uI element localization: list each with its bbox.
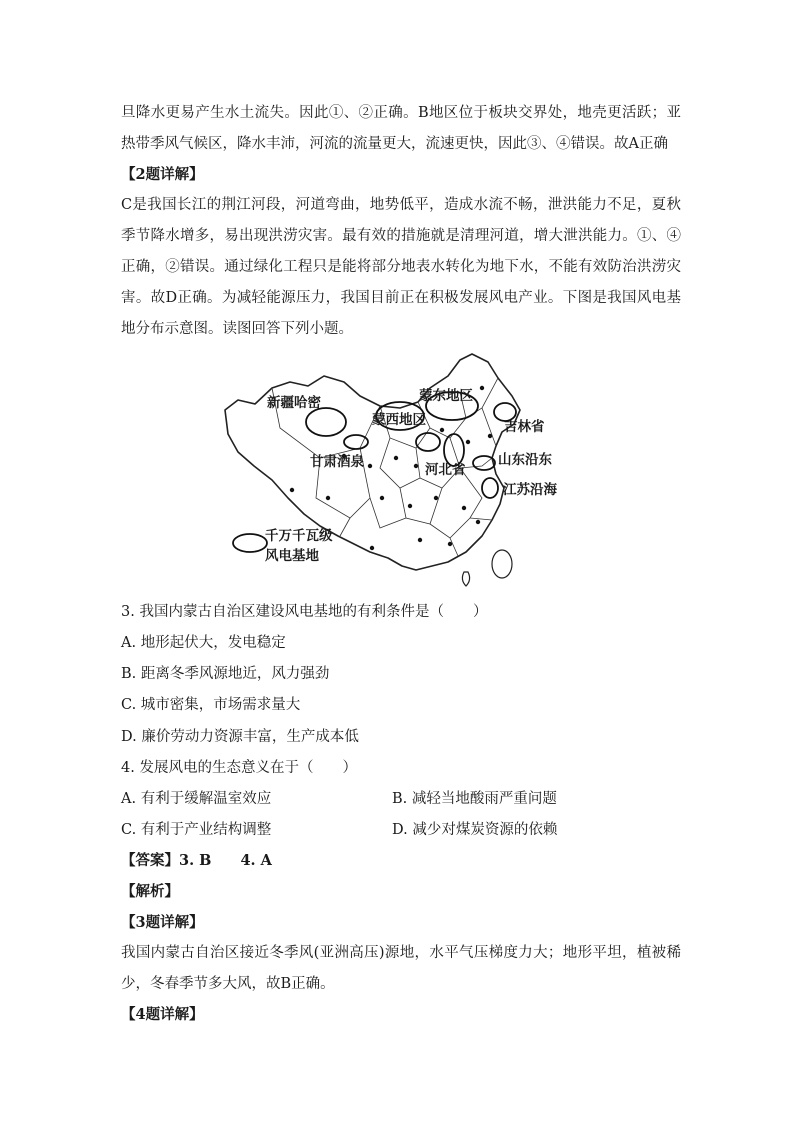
q3-stem: 3. 我国内蒙古自治区建设风电基地的有利条件是（ ）	[121, 604, 488, 620]
label-mengxi: 蒙西地区	[372, 412, 426, 428]
q4-stem: 4. 发展风电的生态意义在于（ ）	[121, 760, 357, 776]
label-xinjiang-hami: 新疆哈密	[267, 395, 321, 411]
label-mengdong: 蒙东地区	[419, 388, 473, 404]
answer-line: 【答案】3. B 4. A	[121, 852, 272, 869]
intro-paragraph: 旦降水更易产生水土流失。因此①、②正确。B地区位于板块交界处，地壳更活跃；亚热带季风气候区，降水丰沛，河流的流量更大，流速更快，因此③、④错误。故A正确	[121, 105, 681, 152]
label-shandong: 山东沿东	[498, 452, 552, 468]
wind-power-base-map	[220, 348, 580, 592]
legend-label-line2: 风电基地	[265, 548, 319, 564]
q4-option-d: D. 减少对煤炭资源的依赖	[392, 822, 558, 838]
label-jiangsu: 江苏沿海	[503, 482, 557, 498]
q4-option-c: C. 有利于产业结构调整	[121, 822, 272, 838]
q3-option-a: A. 地形起伏大，发电稳定	[121, 635, 286, 651]
q4-option-a: A. 有利于缓解温室效应	[121, 791, 272, 807]
q3-paragraph: 我国内蒙古自治区接近冬季风(亚洲高压)源地，水平气压梯度力大；地形平坦，植被稀少，冬春季节多大风，故B正确。	[121, 945, 681, 992]
q2-detail-heading: 【2题详解】	[121, 166, 204, 183]
q4-detail-heading: 【4题详解】	[121, 1006, 204, 1023]
q4-option-b: B. 减轻当地酸雨严重问题	[392, 791, 557, 807]
label-hebei: 河北省	[425, 462, 466, 478]
q3-option-d: D. 廉价劳动力资源丰富，生产成本低	[121, 729, 359, 745]
legend-label-line1: 千万千瓦级	[265, 528, 333, 544]
q3-option-b: B. 距离冬季风源地近，风力强劲	[121, 666, 330, 682]
q3-detail-heading: 【3题详解】	[121, 914, 204, 931]
q3-option-c: C. 城市密集，市场需求量大	[121, 697, 301, 713]
analysis-heading: 【解析】	[121, 883, 179, 900]
q2-paragraph: C是我国长江的荆江河段，河道弯曲，地势低平，造成水流不畅，泄洪能力不足，夏秋季节降水增多，易出现洪涝灾害。最有效的措施就是清理河道，增大泄洪能力。①、④正确，②错误。通过绿化工程只是能将部分地表水转化为地下水，不能有效防治洪涝灾害。故D正确。为减轻能源压力，我国目前正在积极发展风电产业。下图是我国风电基地分布示意图。读图回答下列小题。	[121, 197, 681, 337]
label-gansu-jiuquan: 甘肃酒泉	[310, 454, 364, 470]
label-jilin: 吉林省	[504, 419, 545, 435]
